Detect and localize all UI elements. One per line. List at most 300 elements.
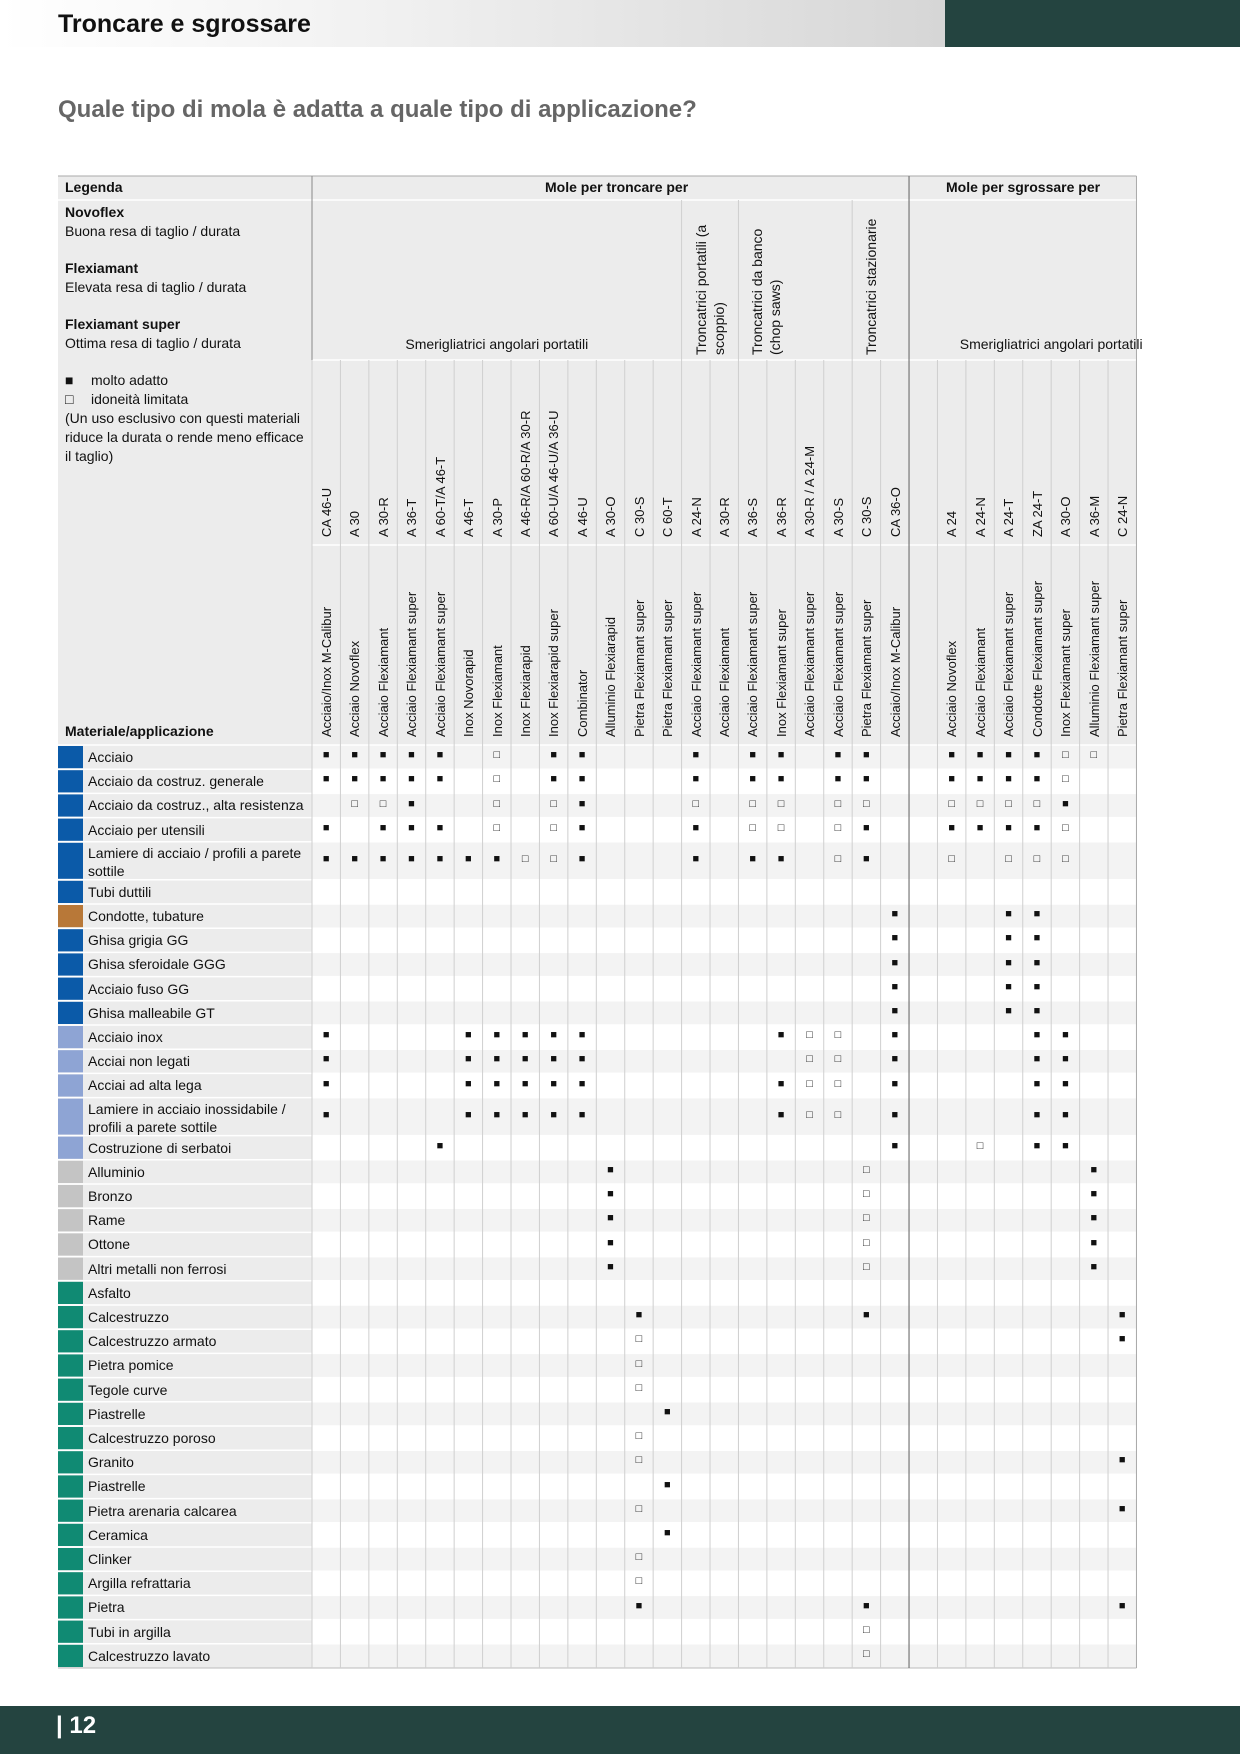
- column-code: A 30-O: [603, 496, 619, 537]
- row-bg: [312, 1595, 1136, 1619]
- suitable-mark-icon: ■: [1118, 1454, 1126, 1467]
- column-product-name: Acciaio Flexiamant super: [432, 591, 448, 737]
- suitable-mark-icon: ■: [1005, 980, 1012, 993]
- limited-mark-icon: □: [863, 1260, 870, 1273]
- material-label: Condotte, tubature: [88, 908, 204, 924]
- machine-group-label: Smerigliatrici angolari portatili: [405, 336, 589, 352]
- material-color-swatch: [58, 843, 83, 879]
- material-label: Tegole curve: [88, 1381, 168, 1398]
- suitable-mark-icon: ■: [436, 749, 444, 762]
- suitable-mark-icon: ■: [664, 1526, 671, 1539]
- limited-mark-icon: □: [834, 1029, 842, 1042]
- material-label: Acciaio: [88, 749, 134, 765]
- column-product-name: Inox Flexiamant super: [1058, 609, 1074, 737]
- row-bg: [312, 1547, 1136, 1571]
- column-code: A 30-S: [830, 497, 846, 537]
- limited-mark-icon: □: [493, 797, 501, 810]
- suitable-mark-icon: ■: [408, 773, 415, 786]
- column-code: ZA 24-T: [1029, 490, 1045, 537]
- column-code: A 30-R / A 24-M: [802, 445, 818, 537]
- suitable-mark-icon: ■: [777, 852, 785, 865]
- column-code: A 36-T: [404, 498, 420, 537]
- column-product-name: Acciaio/Inox M-Calibur: [887, 606, 903, 737]
- limited-mark-icon: □: [863, 1647, 870, 1660]
- material-color-swatch: [58, 1621, 83, 1643]
- limited-mark-icon: □: [863, 1188, 870, 1201]
- suitable-mark-icon: ■: [322, 1108, 330, 1121]
- material-label: Costruzione di serbatoi: [88, 1139, 232, 1156]
- suitable-mark-icon: ■: [550, 1077, 557, 1090]
- row-bg: [312, 880, 1136, 904]
- column-code: A 24: [944, 510, 960, 537]
- material-label: Calcestruzzo poroso: [88, 1430, 216, 1446]
- row-bg: [312, 1353, 1136, 1377]
- suitable-mark-icon: ■: [664, 1478, 671, 1491]
- suitable-mark-icon: ■: [891, 956, 899, 969]
- material-label: Piastrelle: [88, 1478, 146, 1495]
- suitable-mark-icon: ■: [550, 1108, 557, 1121]
- limited-mark-icon: □: [1062, 773, 1069, 786]
- row-bg: [312, 1571, 1136, 1595]
- row-bg: [312, 1523, 1136, 1547]
- material-label: Tubi duttili: [88, 883, 152, 900]
- column-code: C 30-S: [859, 496, 875, 537]
- suitable-mark-icon: ■: [863, 749, 870, 762]
- suitable-mark-icon: ■: [1033, 749, 1041, 762]
- suitable-mark-icon: ■: [322, 1029, 330, 1042]
- material-label: Ottone: [88, 1236, 131, 1253]
- limited-mark-icon: □: [806, 1029, 813, 1042]
- column-code: A 24-T: [1001, 498, 1017, 537]
- suitable-mark-icon: ■: [550, 1053, 557, 1066]
- machine-group-label: Smerigliatrici angolari portatili: [959, 336, 1143, 352]
- material-label: Asfalto: [88, 1284, 131, 1301]
- suitable-mark-icon: ■: [578, 773, 586, 786]
- material-label: Lamiere in acciaio inossidabile / profili a parete sottile: [88, 1100, 286, 1135]
- column-product-name: Alluminio Flexiarapid: [603, 617, 619, 737]
- footer-bar: [0, 1706, 1240, 1754]
- material-label: Acciai non legati: [88, 1053, 190, 1070]
- legend-symbol-limited: □ idoneità limitata: [65, 391, 189, 407]
- material-color-swatch: [58, 819, 83, 841]
- legend-novoflex: [65, 203, 240, 241]
- limited-mark-icon: □: [948, 852, 955, 865]
- suitable-mark-icon: ■: [322, 749, 330, 762]
- row-bg: [312, 1329, 1136, 1353]
- suitable-mark-icon: ■: [493, 1029, 501, 1042]
- limited-mark-icon: □: [777, 797, 785, 810]
- suitable-mark-icon: ■: [607, 1236, 614, 1249]
- limited-mark-icon: □: [806, 1053, 813, 1066]
- suitable-mark-icon: ■: [1033, 1139, 1041, 1152]
- suitable-mark-icon: ■: [1033, 932, 1041, 945]
- limited-mark-icon: □: [749, 797, 756, 810]
- row-bg: [312, 1160, 1136, 1184]
- suitable-mark-icon: ■: [635, 1309, 643, 1322]
- suitable-mark-icon: ■: [578, 1053, 586, 1066]
- column-product-name: Acciaio Flexiamant super: [745, 591, 761, 737]
- column-product-name: Pietra Flexiamant super: [660, 599, 676, 737]
- material-label: Clinker: [88, 1551, 132, 1567]
- suitable-mark-icon: ■: [578, 821, 586, 834]
- column-code: A 24-N: [972, 497, 988, 537]
- column-product-name: Acciaio Flexiamant super: [688, 591, 704, 737]
- limited-mark-icon: □: [493, 773, 501, 786]
- limited-mark-icon: □: [863, 1236, 870, 1249]
- suitable-mark-icon: ■: [1033, 1004, 1041, 1017]
- limited-mark-icon: □: [493, 749, 501, 762]
- material-label: Calcestruzzo armato: [88, 1333, 217, 1350]
- suitable-mark-icon: ■: [976, 749, 984, 762]
- suitable-mark-icon: ■: [351, 773, 358, 786]
- suitable-mark-icon: ■: [465, 1077, 472, 1090]
- suitable-mark-icon: ■: [749, 749, 756, 762]
- material-color-swatch: [58, 1645, 83, 1667]
- machine-group-label: Troncatrici da banco (chop saws): [749, 228, 784, 355]
- suitable-mark-icon: ■: [891, 1139, 899, 1152]
- column-product-name: Acciaio/Inox M-Calibur: [319, 606, 334, 737]
- material-color-swatch: [58, 1050, 83, 1072]
- limited-mark-icon: □: [863, 1212, 870, 1225]
- suitable-mark-icon: ■: [493, 1108, 501, 1121]
- suitable-mark-icon: ■: [322, 1053, 330, 1066]
- suitable-mark-icon: ■: [465, 1108, 472, 1121]
- suitable-mark-icon: ■: [578, 1077, 586, 1090]
- suitable-mark-icon: ■: [322, 773, 330, 786]
- suitable-mark-icon: ■: [379, 773, 387, 786]
- column-product-name: Inox Flexiamant super: [773, 609, 789, 737]
- material-label: Pietra pomice: [88, 1357, 174, 1374]
- row-bg: [312, 1098, 1136, 1136]
- column-code: CA 36-O: [887, 487, 903, 537]
- material-color-swatch: [58, 1026, 83, 1048]
- limited-mark-icon: □: [976, 797, 984, 810]
- suitable-mark-icon: ■: [1118, 1333, 1126, 1346]
- suitable-mark-icon: ■: [863, 821, 870, 834]
- column-code: A 30-P: [489, 497, 505, 537]
- suitable-mark-icon: ■: [351, 749, 358, 762]
- column-product-name: Acciaio Flexiamant super: [802, 591, 818, 737]
- suitable-mark-icon: ■: [550, 749, 557, 762]
- suitable-mark-icon: ■: [607, 1260, 614, 1273]
- material-color-swatch: [58, 1548, 83, 1570]
- material-color-swatch: [58, 1475, 83, 1497]
- column-code: A 30-R: [375, 497, 391, 537]
- row-bg: [312, 1402, 1136, 1426]
- suitable-mark-icon: ■: [607, 1163, 614, 1176]
- limited-mark-icon: □: [1005, 852, 1012, 865]
- suitable-mark-icon: ■: [1033, 1053, 1041, 1066]
- suitable-mark-icon: ■: [948, 773, 955, 786]
- suitable-mark-icon: ■: [1005, 749, 1012, 762]
- limited-mark-icon: □: [834, 1053, 842, 1066]
- column-code: A 30-O: [1058, 496, 1074, 537]
- material-color-swatch: [58, 794, 83, 816]
- material-label: Acciaio fuso GG: [88, 980, 190, 997]
- limited-mark-icon: □: [1033, 852, 1041, 865]
- suitable-mark-icon: ■: [1033, 1029, 1041, 1042]
- material-label: Ghisa grigia GG: [88, 932, 189, 949]
- page-question: Quale tipo di mola è adatta a quale tipo di applicazione?: [58, 96, 697, 123]
- suitable-mark-icon: ■: [1005, 1004, 1012, 1017]
- material-color-swatch: [58, 1500, 83, 1522]
- suitable-mark-icon: ■: [379, 749, 387, 762]
- legend-title: Legenda: [65, 179, 123, 195]
- suitable-mark-icon: ■: [322, 1077, 330, 1090]
- material-color-swatch: [58, 953, 83, 975]
- page-title: Troncare e sgrossare: [58, 10, 311, 38]
- row-bg: [312, 1232, 1136, 1256]
- suitable-mark-icon: ■: [976, 773, 984, 786]
- suitable-mark-icon: ■: [891, 980, 899, 993]
- column-product-name: Inox Novorapid: [461, 649, 477, 737]
- material-color-swatch: [58, 746, 83, 768]
- material-color-swatch: [58, 1354, 83, 1376]
- limited-mark-icon: □: [692, 797, 700, 810]
- suitable-mark-icon: ■: [1005, 908, 1012, 921]
- limited-mark-icon: □: [635, 1502, 643, 1515]
- suitable-mark-icon: ■: [436, 852, 444, 865]
- limited-mark-icon: □: [351, 797, 358, 810]
- suitable-mark-icon: ■: [948, 821, 955, 834]
- material-color-swatch: [58, 1258, 83, 1280]
- limited-mark-icon: □: [635, 1575, 643, 1588]
- material-label: Lamiere di acciaio / profili a parete sottile: [88, 844, 302, 879]
- column-code: A 60-U/A 46-U/A 36-U: [546, 410, 562, 537]
- limited-mark-icon: □: [863, 797, 870, 810]
- suitable-mark-icon: ■: [692, 749, 700, 762]
- row-bg: [312, 1499, 1136, 1523]
- material-label: Acciaio da costruz., alta resistenza: [88, 797, 304, 814]
- material-label: Granito: [88, 1454, 134, 1471]
- limited-mark-icon: □: [493, 821, 501, 834]
- suitable-mark-icon: ■: [891, 1053, 899, 1066]
- material-color-swatch: [58, 1451, 83, 1473]
- material-label: Rame: [88, 1212, 126, 1229]
- material-label: Acciaio da costruz. generale: [88, 773, 264, 790]
- suitable-mark-icon: ■: [749, 852, 756, 865]
- suitable-mark-icon: ■: [692, 773, 700, 786]
- suitable-mark-icon: ■: [1062, 1139, 1069, 1152]
- suitable-mark-icon: ■: [322, 821, 330, 834]
- row-bg: [312, 1644, 1136, 1668]
- material-color-swatch: [58, 1330, 83, 1352]
- suitable-mark-icon: ■: [1118, 1599, 1126, 1612]
- limited-mark-icon: □: [1005, 797, 1012, 810]
- legend-item-desc: Elevata resa di taglio / durata: [65, 279, 247, 295]
- filled-square-icon: ■: [65, 372, 74, 388]
- column-code: A 30: [347, 510, 363, 537]
- suitable-mark-icon: ■: [863, 852, 870, 865]
- suitable-mark-icon: ■: [550, 1029, 557, 1042]
- limited-mark-icon: □: [749, 821, 756, 834]
- page-number: | 12: [56, 1712, 97, 1739]
- limited-mark-icon: □: [550, 797, 557, 810]
- suitable-mark-icon: ■: [777, 749, 785, 762]
- material-color-swatch: [58, 978, 83, 1000]
- suitable-mark-icon: ■: [1005, 932, 1012, 945]
- suitable-mark-icon: ■: [863, 1599, 870, 1612]
- material-label: Ceramica: [88, 1526, 148, 1543]
- column-product-name: Inox Flexiarapid: [518, 645, 533, 737]
- legend-symbols: [65, 371, 305, 466]
- suitable-mark-icon: ■: [493, 1053, 501, 1066]
- suitable-mark-icon: ■: [465, 1029, 472, 1042]
- suitable-mark-icon: ■: [436, 1139, 444, 1152]
- legend-item-name: Novoflex: [65, 204, 125, 220]
- material-label: Alluminio: [88, 1163, 145, 1180]
- row-bg: [312, 1426, 1136, 1450]
- suitable-mark-icon: ■: [1033, 821, 1041, 834]
- legend-item-desc: Ottima resa di taglio / durata: [65, 335, 241, 351]
- suitable-mark-icon: ■: [578, 1029, 586, 1042]
- suitable-mark-icon: ■: [1062, 1108, 1069, 1121]
- suitable-mark-icon: ■: [1090, 1260, 1098, 1273]
- suitable-mark-icon: ■: [692, 852, 700, 865]
- material-color-swatch: [58, 929, 83, 951]
- row-bg: [312, 1184, 1136, 1208]
- suitable-mark-icon: ■: [948, 749, 955, 762]
- suitable-mark-icon: ■: [1090, 1188, 1098, 1201]
- machine-group-label: Troncatrici portatili (a scoppio): [692, 224, 727, 355]
- suitable-mark-icon: ■: [521, 1053, 529, 1066]
- legend-item-desc: Buona resa di taglio / durata: [65, 223, 241, 239]
- column-product-name: Inox Flexiamant: [489, 645, 505, 737]
- material-color-swatch: [58, 1185, 83, 1207]
- limited-mark-icon: □: [635, 1357, 643, 1370]
- limited-mark-icon: □: [635, 1381, 643, 1394]
- suitable-mark-icon: ■: [408, 797, 415, 810]
- column-product-name: Condotte Flexiamant super: [1029, 580, 1045, 737]
- suitable-mark-icon: ■: [635, 1599, 643, 1612]
- material-color-swatch: [58, 1379, 83, 1401]
- suitable-mark-icon: ■: [1062, 1029, 1069, 1042]
- column-code: A 30-R: [717, 497, 733, 537]
- column-product-name: Pietra Flexiamant super: [859, 599, 875, 737]
- suitable-mark-icon: ■: [578, 749, 586, 762]
- suitable-mark-icon: ■: [891, 1029, 899, 1042]
- suitable-mark-icon: ■: [1033, 1077, 1041, 1090]
- column-product-name: Alluminio Flexiamant super: [1086, 580, 1102, 737]
- column-code: CA 46-U: [319, 487, 334, 537]
- material-label: Acciai ad alta lega: [88, 1077, 202, 1094]
- suitable-mark-icon: ■: [521, 1108, 529, 1121]
- limited-mark-icon: □: [635, 1333, 643, 1346]
- column-product-name: Acciaio Flexiamant: [972, 627, 988, 737]
- row-bg: [312, 1474, 1136, 1498]
- row-bg: [312, 1073, 1136, 1097]
- suitable-mark-icon: ■: [891, 932, 899, 945]
- row-bg: [312, 1378, 1136, 1402]
- material-color-swatch: [58, 770, 83, 792]
- suitable-mark-icon: ■: [1033, 773, 1041, 786]
- row-bg: [312, 1208, 1136, 1232]
- suitable-mark-icon: ■: [1033, 980, 1041, 993]
- suitable-mark-icon: ■: [351, 852, 358, 865]
- suitable-mark-icon: ■: [436, 821, 444, 834]
- suitable-mark-icon: ■: [891, 1108, 899, 1121]
- column-code: A 24-N: [688, 497, 704, 537]
- limited-mark-icon: □: [976, 1139, 984, 1152]
- rough-group-header: Mole per sgrossare per: [946, 179, 1101, 195]
- suitable-mark-icon: ■: [408, 821, 415, 834]
- material-label: Calcestruzzo: [88, 1309, 169, 1325]
- suitable-mark-icon: ■: [777, 1108, 785, 1121]
- legend-note: (Un uso esclusivo con questi materiali riduce la durata o rende meno efficace il taglio): [65, 410, 304, 464]
- limited-mark-icon: □: [834, 1108, 842, 1121]
- limited-mark-icon: □: [521, 852, 529, 865]
- column-code: C 24-N: [1115, 495, 1131, 537]
- material-color-swatch: [58, 1233, 83, 1255]
- legend-item-name: Flexiamant: [65, 260, 139, 276]
- column-product-name: Acciaio Flexiamant: [717, 627, 733, 737]
- suitable-mark-icon: ■: [465, 1053, 472, 1066]
- suitable-mark-icon: ■: [1090, 1236, 1098, 1249]
- suitable-mark-icon: ■: [777, 1077, 785, 1090]
- suitable-mark-icon: ■: [578, 797, 586, 810]
- material-color-swatch: [58, 1099, 83, 1135]
- machine-group-label: Troncatrici stazionarie: [863, 218, 880, 355]
- row-bg: [312, 1305, 1136, 1329]
- limited-mark-icon: □: [550, 821, 557, 834]
- column-code: A 46-U: [574, 497, 590, 537]
- suitable-mark-icon: ■: [777, 773, 785, 786]
- suitable-mark-icon: ■: [436, 773, 444, 786]
- material-label: Acciaio inox: [88, 1029, 163, 1045]
- suitable-mark-icon: ■: [521, 1077, 529, 1090]
- suitable-mark-icon: ■: [408, 749, 415, 762]
- suitable-mark-icon: ■: [578, 852, 586, 865]
- column-code: A 46-R/A 60-R/A 30-R: [518, 410, 533, 537]
- limited-mark-icon: □: [834, 852, 842, 865]
- limited-mark-icon: □: [834, 821, 842, 834]
- row-bg: [312, 1025, 1136, 1049]
- material-color-swatch: [58, 1002, 83, 1024]
- limited-mark-icon: □: [777, 821, 785, 834]
- column-code: A 46-T: [461, 498, 477, 537]
- suitable-mark-icon: ■: [1033, 908, 1041, 921]
- suitable-mark-icon: ■: [777, 1029, 785, 1042]
- suitable-mark-icon: ■: [692, 821, 700, 834]
- limited-mark-icon: □: [1090, 749, 1098, 762]
- suitable-mark-icon: ■: [322, 852, 330, 865]
- limited-mark-icon: □: [635, 1454, 643, 1467]
- suitable-mark-icon: ■: [891, 1077, 899, 1090]
- suitable-mark-icon: ■: [1005, 956, 1012, 969]
- legend-symbol-full: ■ molto adatto: [65, 372, 169, 388]
- row-bg: [312, 1257, 1136, 1281]
- material-label: Pietra: [88, 1599, 125, 1616]
- material-label: Ghisa malleabile GT: [88, 1004, 215, 1021]
- material-label: Bronzo: [88, 1188, 133, 1204]
- suitable-mark-icon: ■: [1062, 1077, 1069, 1090]
- suitable-mark-icon: ■: [1005, 773, 1012, 786]
- suitable-mark-icon: ■: [578, 1108, 586, 1121]
- material-color-swatch: [58, 1427, 83, 1449]
- suitable-mark-icon: ■: [891, 1004, 899, 1017]
- suitable-mark-icon: ■: [379, 852, 387, 865]
- material-label: Acciaio per utensili: [88, 821, 205, 838]
- cut-group-header: Mole per troncare per: [545, 179, 689, 195]
- suitable-mark-icon: ■: [1090, 1163, 1098, 1176]
- suitable-mark-icon: ■: [749, 773, 756, 786]
- limited-mark-icon: □: [806, 1108, 813, 1121]
- material-label: Calcestruzzo lavato: [88, 1647, 211, 1664]
- material-label: Ghisa sferoidale GGG: [88, 956, 226, 973]
- limited-mark-icon: □: [948, 797, 955, 810]
- suitable-mark-icon: ■: [1090, 1212, 1098, 1225]
- column-code: A 36-M: [1086, 495, 1102, 537]
